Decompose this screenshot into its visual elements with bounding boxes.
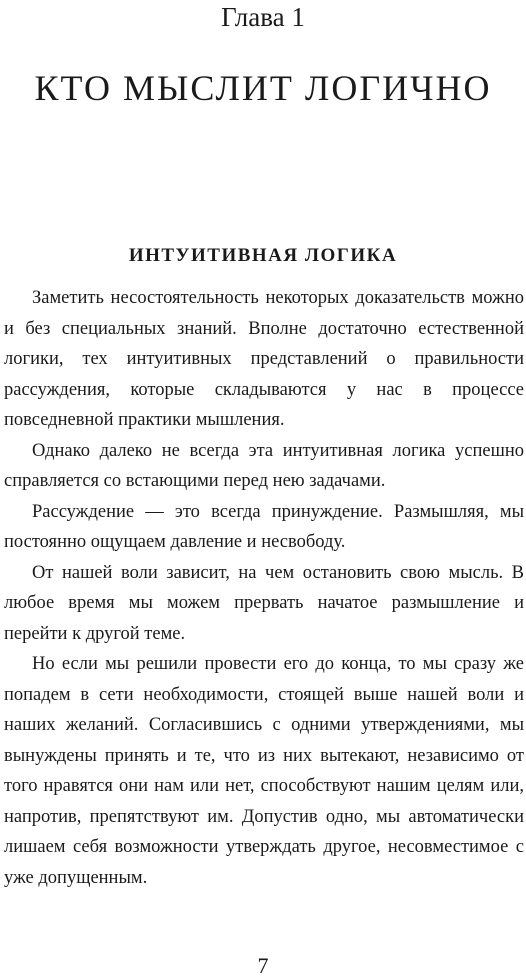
paragraph: Однако далеко не всегда эта интуитивная логика успешно справляется со встающими перед нею задачами. <box>4 440 524 491</box>
page-number: 7 <box>257 953 269 978</box>
chapter-label: Глава 1 <box>221 2 305 32</box>
section-heading: ИНТУИТИВНАЯ ЛОГИКА <box>128 245 398 266</box>
paragraph: Заметить несостоятельность некоторых доказательств можно и без специальных знаний. Вполне достаточно естественной логики, тех интуитивных представлений о правильности рассуждения, которые складываются у нас в процессе повседневной практики мышления. <box>4 288 524 430</box>
paragraph: Рассуждение — это всегда принуждение. Размышляя, мы постоянно ощущаем давление и несвободу. <box>4 501 524 552</box>
paragraph: От нашей воли зависит, на чем остановить свою мысль. В любое время мы можем прервать начатое размышление и перейти к другой теме. <box>4 562 524 644</box>
chapter-title: КТО МЫСЛИТ ЛОГИЧНО <box>34 68 492 108</box>
paragraph: Но если мы решили провести его до конца, то мы сразу же попадем в сети необходимости, стоящей выше нашей воли и наших желаний. Согласившись с одними утверждениями, мы вынуждены принять и те, что из них вытекают, независимо от того нравятся они нам или нет, способствуют нашим целям или, напротив, препятствуют им. Допустив одно, мы автоматически лишаем себя возможности утверждать другое, несовместимое с уже допущенным. <box>4 654 524 888</box>
body-text <box>4 283 524 893</box>
